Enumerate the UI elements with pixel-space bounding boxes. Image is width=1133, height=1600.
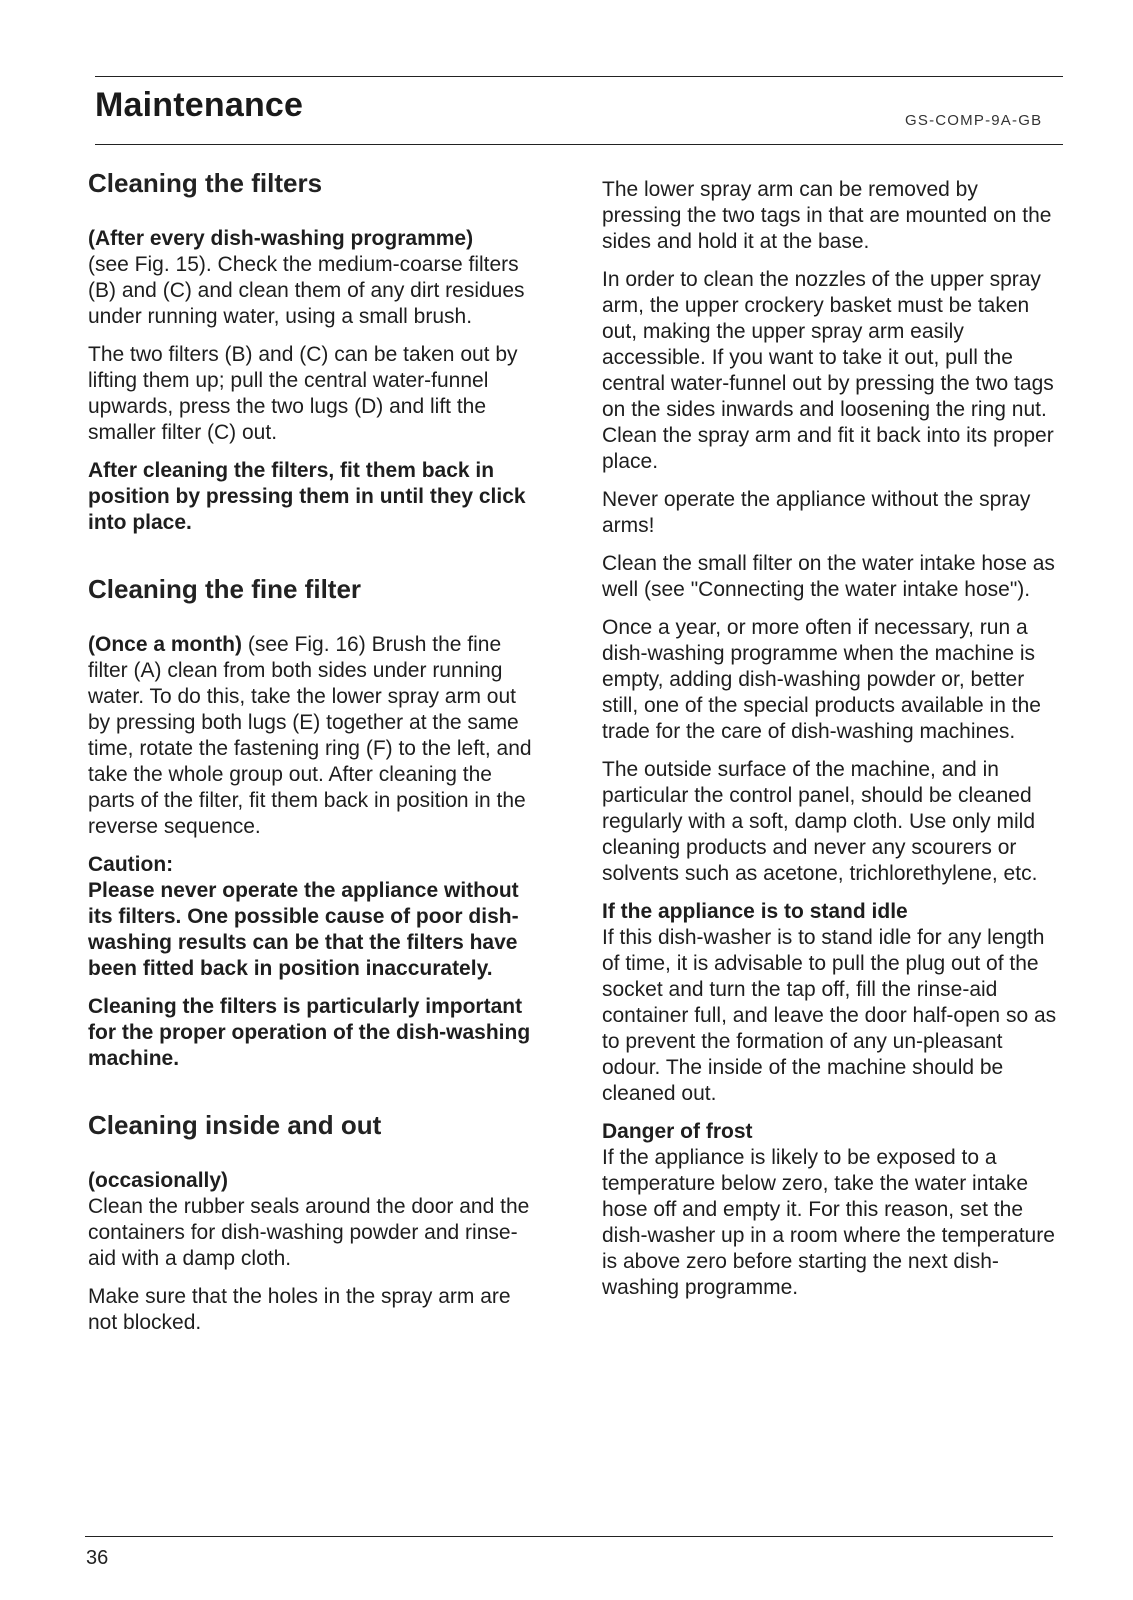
caution-text: Please never operate the appliance without its filters. One possible cause of poor dish-washing results can be that the filters have been fitted back in position inaccurately. xyxy=(88,879,519,980)
footer-rule xyxy=(85,1536,1053,1537)
paragraph xyxy=(602,899,1060,1107)
paragraph: Make sure that the holes in the spray arm are not blocked. xyxy=(88,1285,511,1334)
caution-label: Caution: xyxy=(88,853,174,876)
left-column xyxy=(88,168,538,1348)
frost-text: If the appliance is likely to be exposed to a temperature below zero, take the water intake hose off and empty it. For this reason, set the dish-washer up in a room where the temperature is above zero before starting the next dish-washing programme. xyxy=(602,1146,1055,1299)
paragraph: Never operate the appliance without the spray arms! xyxy=(602,488,1031,537)
idle-text: If this dish-washer is to stand idle for any length of time, it is advisable to pull the plug out of the socket and turn the tap off, fill the rinse-aid container full, and leave the door half-open so as to prevent the formation of any un-pleasant odour. The inside of the machine should be cleaned out. xyxy=(602,926,1057,1105)
paragraph-text: (see Fig. 15). Check the medium-coarse filters (B) and (C) and clean them of any dirt residues under running water, using a small brush. xyxy=(88,253,525,328)
paragraph-lead: (Once a month) xyxy=(88,633,243,656)
paragraph xyxy=(602,1119,1060,1301)
right-column xyxy=(602,177,1060,1313)
section-heading-cleaning-inside-out: Cleaning inside and out xyxy=(88,1110,382,1140)
paragraph-lead: (occasionally) xyxy=(88,1169,229,1192)
bold-paragraph: Cleaning the filters is particularly important for the proper operation of the dish-washing machine. xyxy=(88,995,531,1070)
paragraph xyxy=(88,1168,538,1272)
frost-heading: Danger of frost xyxy=(602,1120,753,1143)
paragraph: Once a year, or more often if necessary, run a dish-washing programme when the machine is empty, adding dish-washing powder or, better still, one of the special products available in the trade for the care of dish-washing machines. xyxy=(602,616,1041,743)
section-heading-cleaning-fine-filter: Cleaning the fine filter xyxy=(88,574,362,604)
paragraph: The two filters (B) and (C) can be taken out by lifting them up; pull the central water-funnel upwards, press the two lugs (D) and lift the smaller filter (C) out. xyxy=(88,343,518,444)
paragraph-text: (see Fig. 16) Brush the fine filter (A) clean from both sides under running water. To do this, take the lower spray arm out by pressing both lugs (E) together at the same time, rotate the fastening ring (F) to the left, and take the whole group out. After cleaning the parts of the filter, fit them back in position in the reverse sequence. xyxy=(88,633,532,838)
paragraph: In order to clean the nozzles of the upper spray arm, the upper crockery basket must be taken out, making the upper spray arm easily accessible. If you want to take it out, pull the central water-funnel out by pressing the two tags on the sides inwards and loosening the ring nut. Clean the spray arm and fit it back into its proper place. xyxy=(602,268,1054,473)
caution-block xyxy=(88,852,538,982)
section-heading-cleaning-filters: Cleaning the filters xyxy=(88,168,323,198)
paragraph xyxy=(88,226,538,330)
paragraph-text: Clean the rubber seals around the door and the containers for dish-washing powder and rinse-aid with a damp cloth. xyxy=(88,1195,530,1270)
paragraph: Clean the small filter on the water intake hose as well (see "Connecting the water intake hose"). xyxy=(602,552,1055,601)
bold-paragraph: After cleaning the filters, fit them back in position by pressing them in until they click into place. xyxy=(88,459,526,534)
document-code: GS-COMP-9A-GB xyxy=(905,112,1043,129)
paragraph: The lower spray arm can be removed by pressing the two tags in that are mounted on the sides and hold it at the base. xyxy=(602,178,1052,253)
idle-heading: If the appliance is to stand idle xyxy=(602,900,908,923)
header-top-rule xyxy=(95,76,1063,77)
paragraph xyxy=(88,632,538,840)
paragraph-lead: (After every dish-washing programme) xyxy=(88,227,474,250)
paragraph: The outside surface of the machine, and in particular the control panel, should be cleaned regularly with a soft, damp cloth. Use only mild cleaning products and never any scourers or solvents such as acetone, trichlorethylene, etc. xyxy=(602,758,1038,885)
page-title: Maintenance xyxy=(95,86,304,124)
page-number: 36 xyxy=(86,1547,109,1569)
header-bottom-rule xyxy=(95,144,1063,145)
